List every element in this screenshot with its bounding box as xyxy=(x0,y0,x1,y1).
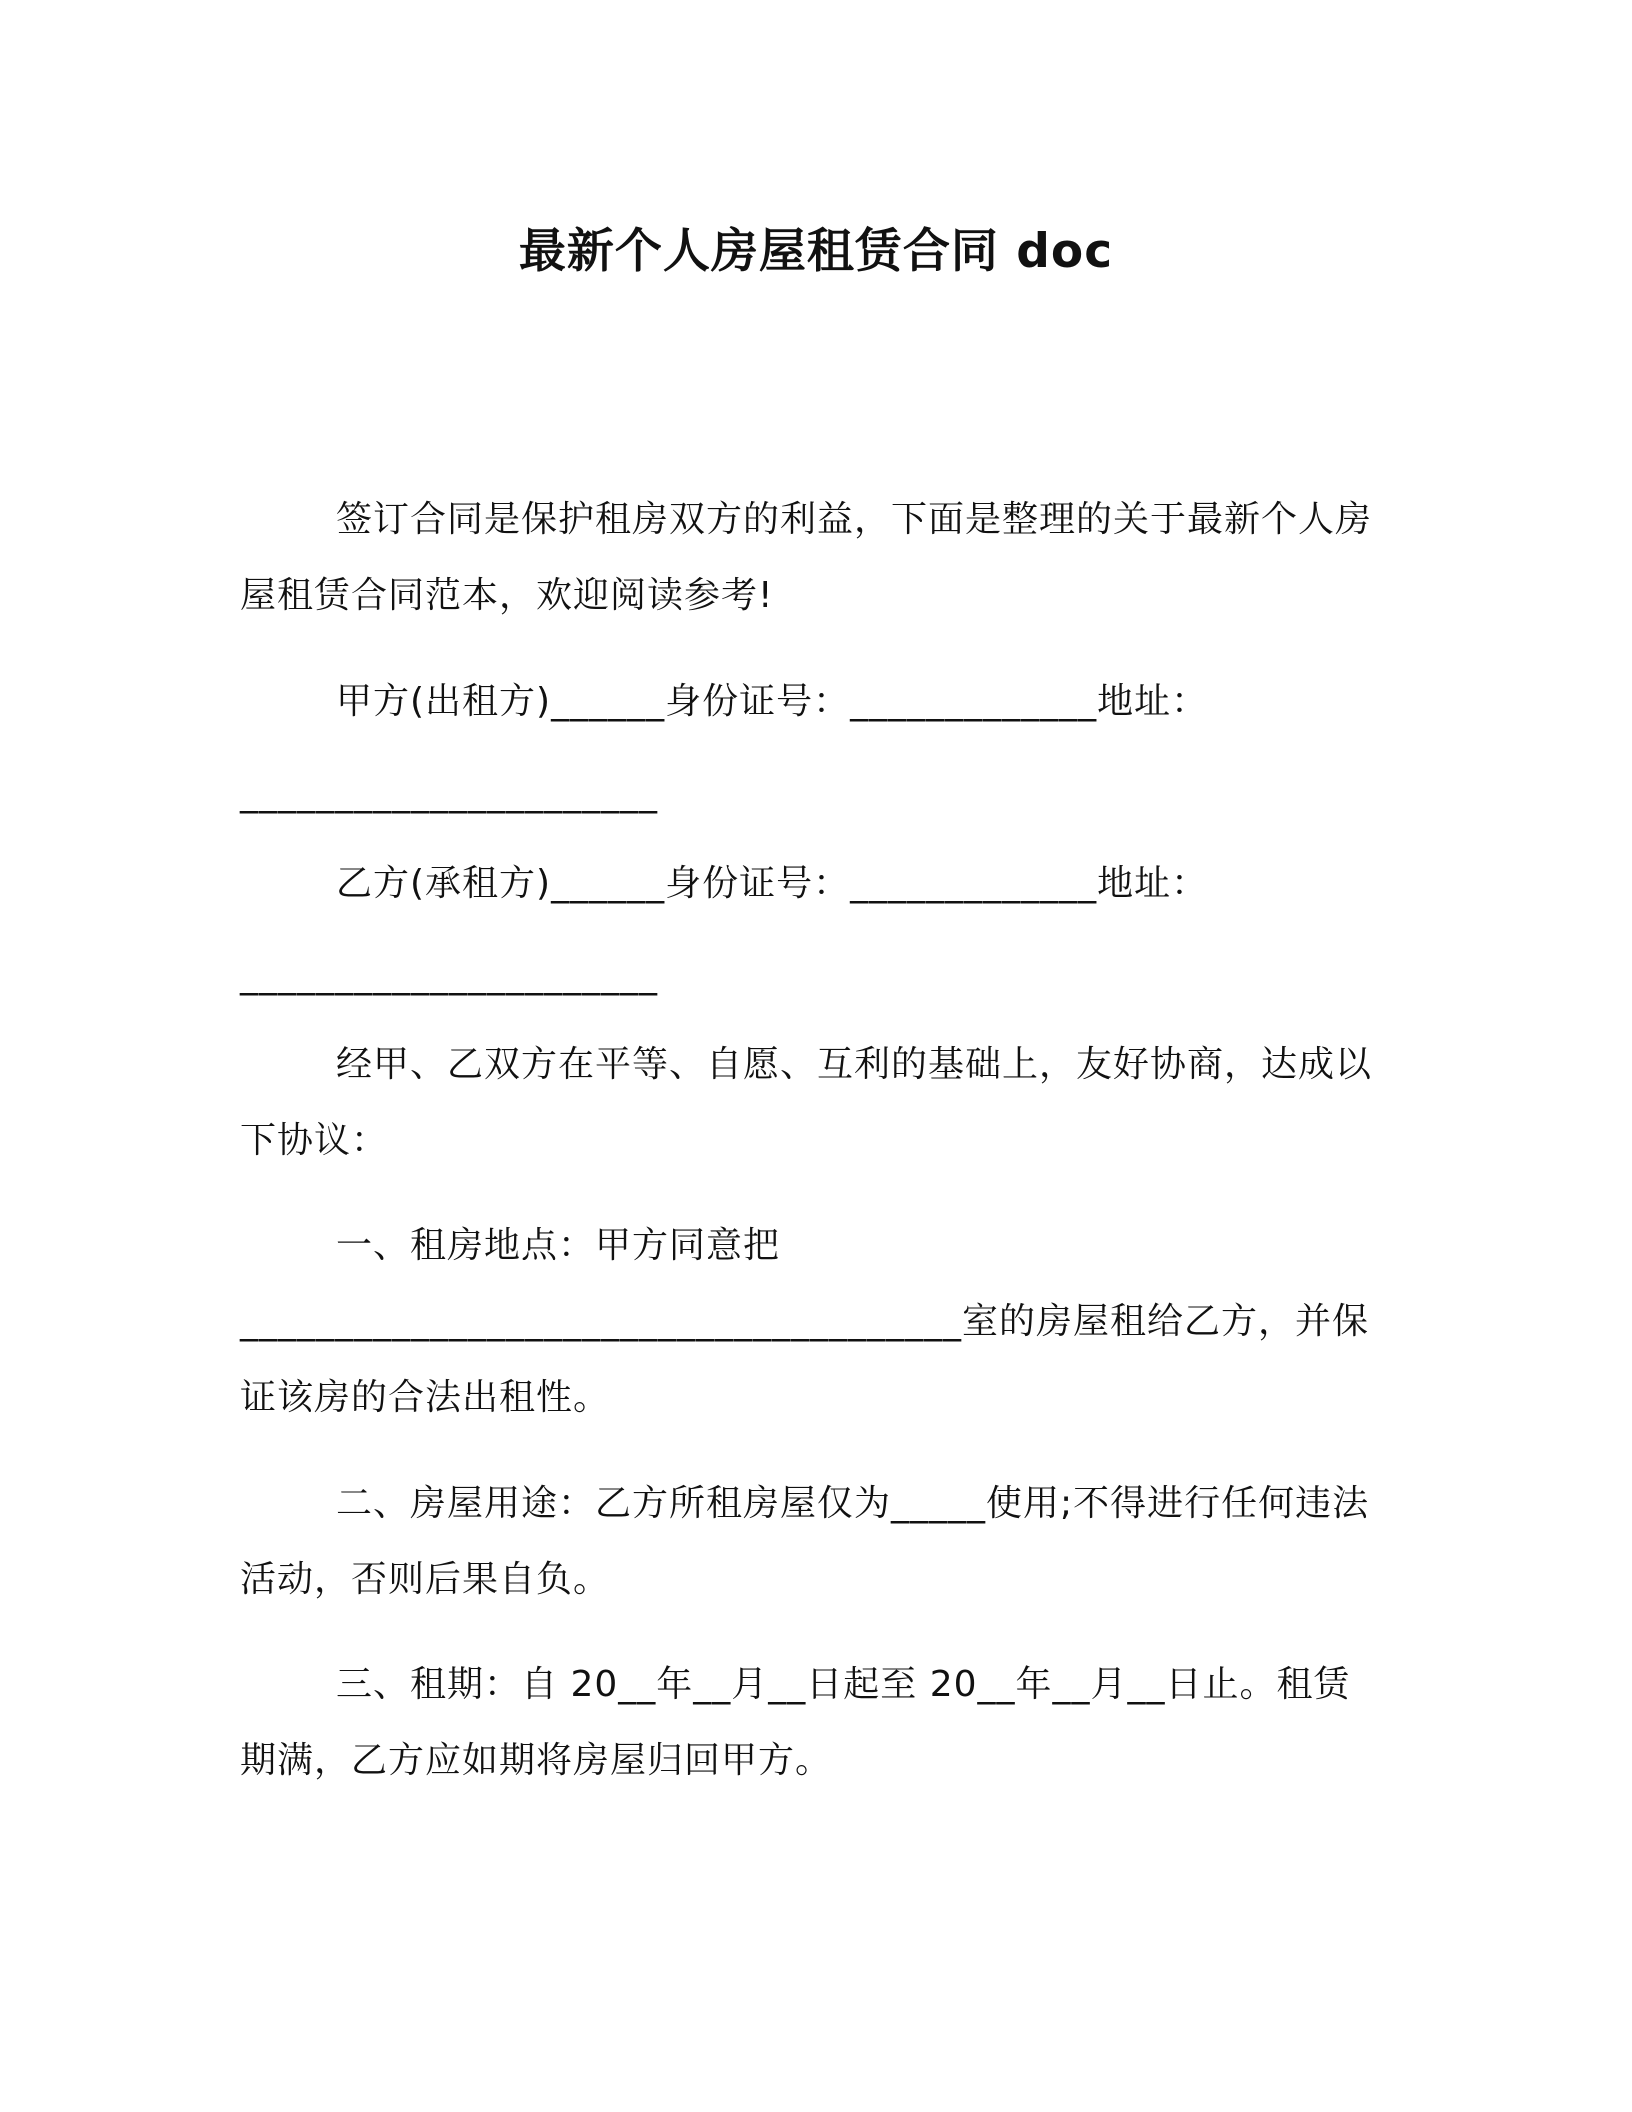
clause-3-line-1: 三、租期：自 20__年__月__日起至 20__年__月__日止。租赁 xyxy=(336,1664,1351,1705)
document-title: 最新个人房屋租赁合同 doc xyxy=(518,224,1114,279)
agreement-line-1: 经甲、乙双方在平等、自愿、互利的基础上，友好协商，达成以 xyxy=(336,1044,1373,1085)
intro-line-2: 屋租赁合同范本，欢迎阅读参考! xyxy=(240,575,774,616)
agreement-line-2: 下协议： xyxy=(240,1120,389,1161)
intro-paragraph xyxy=(240,482,1400,634)
party-a-line-1: 甲方(出租方)______身份证号：_____________地址： xyxy=(336,681,1209,722)
clause-1-paragraph xyxy=(240,1208,1400,1436)
party-a-line-2: ______________________ xyxy=(240,773,658,814)
party-b-line-1: 乙方(承租方)______身份证号：_____________地址： xyxy=(336,863,1209,904)
party-b-paragraph xyxy=(240,846,1400,1014)
clause-3-paragraph xyxy=(240,1647,1400,1799)
party-a-paragraph xyxy=(240,664,1400,832)
clause-3-line-2: 期满，乙方应如期将房屋归回甲方。 xyxy=(240,1740,833,1781)
agreement-paragraph xyxy=(240,1027,1400,1179)
clause-2-line-1: 二、房屋用途：乙方所租房屋仅为_____使用;不得进行任何违法 xyxy=(336,1483,1370,1524)
clause-1-line-1: 一、租房地点：甲方同意把 xyxy=(336,1225,781,1266)
clause-2-line-2: 活动，否则后果自负。 xyxy=(240,1559,611,1600)
intro-line-1: 签订合同是保护租房双方的利益，下面是整理的关于最新个人房 xyxy=(336,499,1373,540)
party-b-line-2: ______________________ xyxy=(240,955,658,996)
clause-2-paragraph xyxy=(240,1466,1400,1618)
clause-1-line-3: 证该房的合法出租性。 xyxy=(240,1377,611,1418)
clause-1-line-2: ______________________________________室的房屋租给乙方，并保 xyxy=(240,1301,1370,1342)
